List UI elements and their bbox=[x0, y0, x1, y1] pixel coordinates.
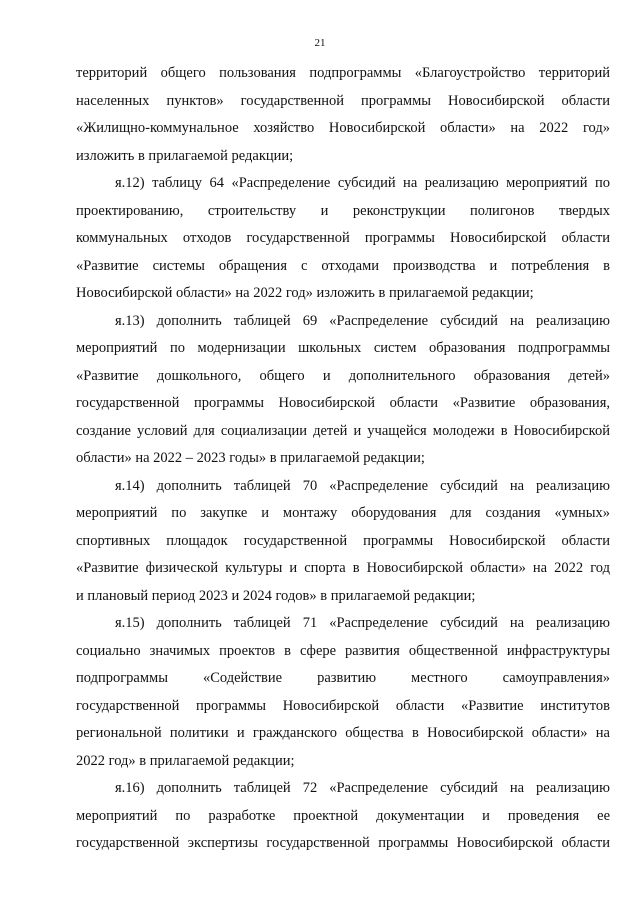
paragraph-item-16 bbox=[76, 775, 610, 858]
text-line: территорий общего пользования подпрограммы «Благоустройство территорий bbox=[76, 65, 610, 81]
page-number: 21 bbox=[314, 37, 326, 49]
paragraph-item-15 bbox=[76, 610, 610, 775]
text-line: региональной политики и гражданского общества в Новосибирской области» на bbox=[76, 725, 610, 741]
text-line: государственной программы Новосибирской области «Развитие образования, bbox=[76, 395, 610, 411]
text-line: государственной программы Новосибирской области «Развитие институтов bbox=[76, 697, 610, 714]
text-line: «Развитие физической культуры и спорта в Новосибирской области» на 2022 год bbox=[76, 560, 610, 576]
document-body bbox=[76, 60, 610, 858]
text-line: и плановый период 2023 и 2024 годов» в прилагаемой редакции; bbox=[76, 587, 476, 604]
paragraph-continuation bbox=[76, 60, 610, 170]
text-line: области» на 2022 – 2023 годы» в прилагаемой редакции; bbox=[76, 450, 425, 466]
text-line: государственной экспертизы государственной программы Новосибирской области bbox=[76, 835, 610, 851]
text-line: я.14) дополнить таблицей 70 «Распределение субсидий на реализацию bbox=[115, 477, 610, 494]
paragraph-item-12 bbox=[76, 170, 610, 308]
text-line: я.12) таблицу 64 «Распределение субсидий на реализацию мероприятий по bbox=[115, 175, 610, 191]
text-line: мероприятий по модернизации школьных систем образования подпрограммы bbox=[76, 340, 610, 356]
text-line: я.15) дополнить таблицей 71 «Распределение субсидий на реализацию bbox=[115, 615, 610, 631]
text-line: социально значимых проектов в сфере развития общественной инфраструктуры bbox=[76, 642, 610, 659]
text-line: 2022 год» в прилагаемой редакции; bbox=[76, 752, 295, 769]
text-line: подпрограммы «Содействие развитию местного самоуправления» bbox=[76, 670, 610, 686]
paragraph-item-13 bbox=[76, 308, 610, 473]
text-line: я.16) дополнить таблицей 72 «Распределение субсидий на реализацию bbox=[115, 780, 610, 796]
text-line: населенных пунктов» государственной программы Новосибирской области bbox=[76, 92, 610, 109]
text-line: проектированию, строительству и реконструкции полигонов твердых bbox=[76, 202, 610, 219]
text-line: «Развитие дошкольного, общего и дополнительного образования детей» bbox=[76, 367, 610, 384]
paragraph-item-14 bbox=[76, 473, 610, 611]
text-line: «Развитие системы обращения с отходами производства и потребления в bbox=[76, 257, 610, 274]
text-line: мероприятий по разработке проектной документации и проведения ее bbox=[76, 807, 610, 824]
text-line: Новосибирской области» на 2022 год» изложить в прилагаемой редакции; bbox=[76, 285, 534, 301]
text-line: я.13) дополнить таблицей 69 «Распределение субсидий на реализацию bbox=[115, 312, 610, 329]
text-line: мероприятий по закупке и монтажу оборудования для создания «умных» bbox=[76, 505, 610, 521]
text-line: изложить в прилагаемой редакции; bbox=[76, 147, 294, 164]
text-line: коммунальных отходов государственной программы Новосибирской области bbox=[76, 230, 610, 246]
text-line: спортивных площадок государственной программы Новосибирской области bbox=[76, 532, 610, 549]
text-line: создание условий для социализации детей и учащейся молодежи в Новосибирской bbox=[76, 422, 610, 439]
text-line: «Жилищно-коммунальное хозяйство Новосибирской области» на 2022 год» bbox=[76, 120, 610, 136]
